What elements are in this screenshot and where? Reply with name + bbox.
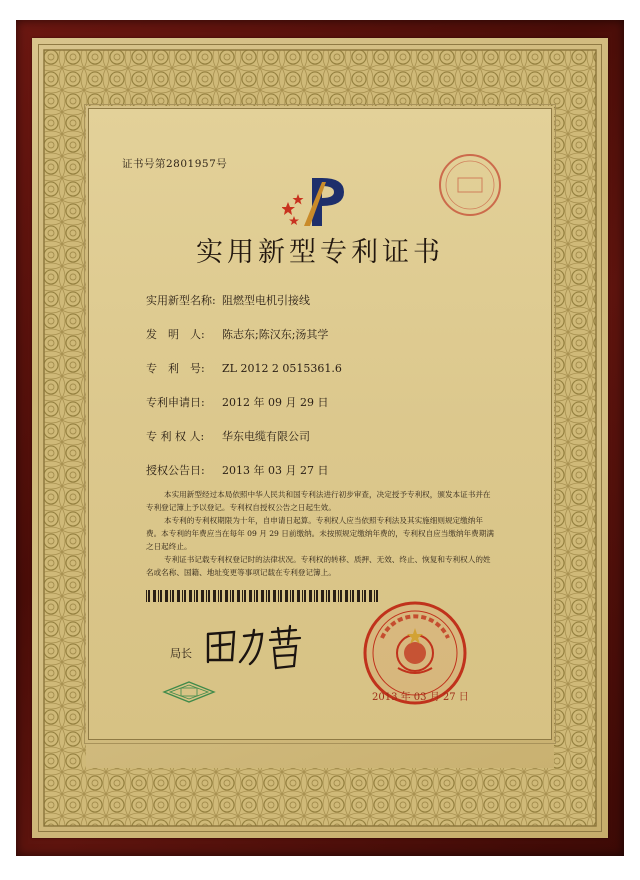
barcode-bar (285, 590, 288, 602)
barcode-bar (165, 590, 168, 602)
barcode-bar (184, 590, 186, 602)
field-row-utility-model-name (146, 292, 310, 308)
barcode-bar (206, 590, 207, 602)
barcode-bar (266, 590, 267, 602)
barcode-bar (218, 590, 219, 602)
barcode-bar (242, 590, 243, 602)
field-value: 陈志东;陈汉东;汤其学 (222, 328, 329, 341)
barcode-bar (146, 590, 147, 602)
barcode-bar (170, 590, 171, 602)
barcode-bar (338, 590, 339, 602)
barcode-bar (160, 590, 162, 602)
barcode-bar (268, 590, 270, 602)
barcode-bar (201, 590, 204, 602)
legal-paragraph-2: 本专利的专利权期限为十年，自申请日起算。专利权人应当依照专利法及其实施细则规定缴纳年费。本专利的年费应当在每年 09 月 29 日前缴纳。未按照规定缴纳年费的，专利权自应当缴纳年费期满之日起终止。 (146, 516, 494, 551)
barcode-bar (213, 590, 216, 602)
barcode-bar (321, 590, 324, 602)
patent-office-logo (282, 172, 352, 230)
barcode-bar (314, 590, 315, 602)
barcode-bar (304, 590, 306, 602)
field-value: ZL 2012 2 0515361.6 (222, 362, 342, 375)
barcode-bar (230, 590, 231, 602)
chief-label: 局长 (170, 647, 192, 660)
director-signature (200, 622, 310, 672)
barcode-bar (345, 590, 348, 602)
barcode-bar (273, 590, 276, 602)
field-value: 2013 年 03 月 27 日 (222, 464, 329, 477)
barcode-bar (225, 590, 228, 602)
barcode-bar (333, 590, 336, 602)
field-value: 2012 年 09 月 29 日 (222, 396, 329, 409)
barcode-bar (244, 590, 246, 602)
barcode-bar (297, 590, 300, 602)
barcode-bar (196, 590, 198, 602)
field-label: 发 明 人: (146, 328, 205, 341)
field-value: 阻燃型电机引接线 (222, 294, 310, 307)
barcode-bar (340, 590, 342, 602)
legal-paragraph-1: 本实用新型经过本局依照中华人民共和国专利法进行初步审查，决定授予专利权，颁发本证书并在专利登记簿上予以登记。专利权自授权公告之日起生效。 (146, 490, 491, 512)
barcode-bar (290, 590, 291, 602)
barcode-bar (261, 590, 264, 602)
barcode-bar (280, 590, 282, 602)
small-red-seal (430, 150, 510, 220)
seal-date: 2013 年 03 月 27 日 (372, 692, 469, 703)
barcode-bar (172, 590, 174, 602)
barcode (146, 590, 382, 602)
field-row-application-date (146, 394, 328, 410)
barcode-bar (292, 590, 294, 602)
barcode-bar (316, 590, 318, 602)
green-original-stamp (162, 680, 216, 704)
barcode-bar (254, 590, 255, 602)
barcode-bar (232, 590, 234, 602)
field-label: 实用新型名称: (146, 294, 216, 307)
field-row-patent-number (146, 360, 342, 376)
barcode-bar (350, 590, 351, 602)
field-value: 华东电缆有限公司 (222, 430, 310, 443)
barcode-bar (256, 590, 258, 602)
barcode-bar (177, 590, 180, 602)
barcode-bar (302, 590, 303, 602)
field-label: 专 利 号: (146, 362, 205, 375)
field-row-inventor (146, 326, 328, 342)
barcode-bar (148, 590, 150, 602)
field-label: 专 利 权 人: (146, 430, 205, 443)
certificate-title: 实用新型专利证书 (196, 237, 444, 268)
barcode-bar (326, 590, 327, 602)
barcode-bar (249, 590, 252, 602)
barcode-bar (153, 590, 156, 602)
field-row-grant-date (146, 462, 328, 478)
field-label: 授权公告日: (146, 464, 205, 477)
barcode-bar (328, 590, 330, 602)
barcode-bar (309, 590, 312, 602)
field-row-patentee (146, 428, 310, 444)
barcode-bar (158, 590, 159, 602)
field-label: 专利申请日: (146, 396, 205, 409)
barcode-bar (220, 590, 222, 602)
legal-paragraph-3: 专利证书记载专利权登记时的法律状况。专利权的转移、质押、无效、终止、恢复和专利权人的姓名或名称、国籍、地址变更等事项记载在专利登记簿上。 (146, 555, 491, 577)
barcode-bar (278, 590, 279, 602)
barcode-bar (189, 590, 192, 602)
certificate-number: 证书号第2801957号 (122, 158, 228, 170)
barcode-bar (182, 590, 183, 602)
barcode-bar (237, 590, 240, 602)
barcode-bar (208, 590, 210, 602)
barcode-bar (194, 590, 195, 602)
barcode-bar (352, 590, 354, 602)
